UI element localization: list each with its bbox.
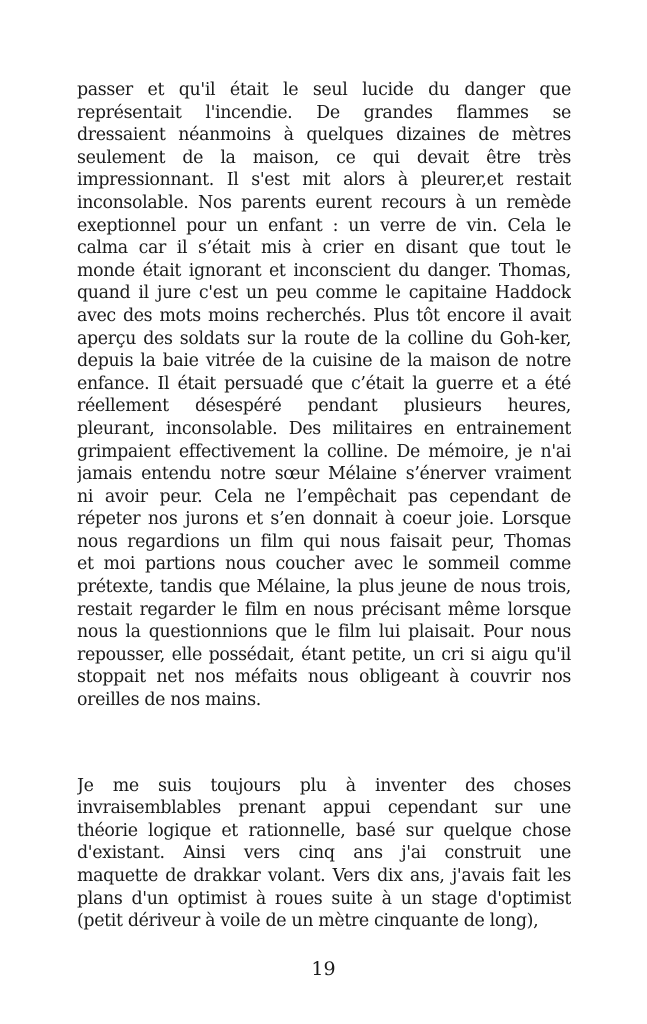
text-line: réellement désespéré pendant plusieurs heures, <box>77 396 571 417</box>
text-line: repousser, elle possédait, étant petite, un cri si aigu qu'il <box>77 644 571 665</box>
text-line: prétexte, tandis que Mélaine, la plus jeune de nous trois, <box>77 577 571 598</box>
paragraph-2 <box>77 775 571 933</box>
text-line: (petit dériveur à voile de un mètre cinquante de long), <box>77 911 539 932</box>
text-line: et moi partions nous coucher avec le sommeil comme <box>77 554 571 575</box>
text-line: jamais entendu notre sœur Mélaine s’énerver vraiment <box>77 464 571 485</box>
text-line: théorie logique et rationnelle, basé sur quelque chose <box>77 820 571 841</box>
text-line: inconsolable. Nos parents eurent recours à un remède <box>77 192 571 213</box>
text-line: monde était ignorant et inconscient du danger. Thomas, <box>77 260 571 281</box>
text-line: d'existant. Ainsi vers cinq ans j'ai construit une <box>77 843 571 864</box>
text-line: stoppait net nos méfaits nous obligeant à couvrir nos <box>77 667 571 688</box>
text-line: oreilles de nos mains. <box>77 690 261 711</box>
text-line: restait regarder le film en nous précisant même lorsque <box>77 599 571 620</box>
text-line: représentait l'incendie. De grandes flammes se <box>77 102 571 123</box>
text-line: depuis la baie vitrée de la cuisine de la maison de notre <box>77 351 571 372</box>
text-line: dressaient néanmoins à quelques dizaines de mètres <box>77 125 571 146</box>
text-line: nous regardions un film qui nous faisait peur, Thomas <box>77 531 571 552</box>
text-line: seulement de la maison, ce qui devait être très <box>77 147 571 168</box>
body-text <box>77 79 571 933</box>
text-line: pleurant, inconsolable. Des militaires en entrainement <box>77 418 571 439</box>
text-line: Je me suis toujours plu à inventer des choses <box>77 775 571 796</box>
text-line: grimpaient effectivement la colline. De mémoire, je n'ai <box>77 441 571 462</box>
page-number: 19 <box>311 958 336 980</box>
text-line: invraisemblables prenant appui cependant sur une <box>77 798 571 819</box>
paragraph-break <box>77 712 571 775</box>
text-line: maquette de drakkar volant. Vers dix ans, j'avais fait les <box>77 866 571 886</box>
text-line: passer et qu'il était le seul lucide du danger que <box>77 80 571 100</box>
text-line: avec des mots moins recherchés. Plus tôt encore il avait <box>77 305 571 326</box>
text-line: plans d'un optimist à roues suite à un stage d'optimist <box>77 888 571 909</box>
text-line: ni avoir peur. Cela ne l’empêchait pas cependant de <box>77 486 571 507</box>
text-line: exeptionnel pour un enfant : un verre de vin. Cela le <box>77 215 571 236</box>
text-line: impressionnant. Il s'est mit alors à pleurer,et restait <box>77 170 571 191</box>
text-line: aperçu des soldats sur la route de la colline du Goh-ker, <box>77 328 571 349</box>
text-line: calma car il s’était mis à crier en disant que tout le <box>77 238 571 259</box>
text-line: nous la questionnions que le film lui plaisait. Pour nous <box>77 622 571 643</box>
paragraph-1 <box>77 79 571 712</box>
text-line: répeter nos jurons et s’en donnait à coeur joie. Lorsque <box>77 509 571 530</box>
text-line: enfance. Il était persuadé que c’était la guerre et a été <box>77 373 571 394</box>
text-line: quand il jure c'est un peu comme le capitaine Haddock <box>77 283 571 304</box>
